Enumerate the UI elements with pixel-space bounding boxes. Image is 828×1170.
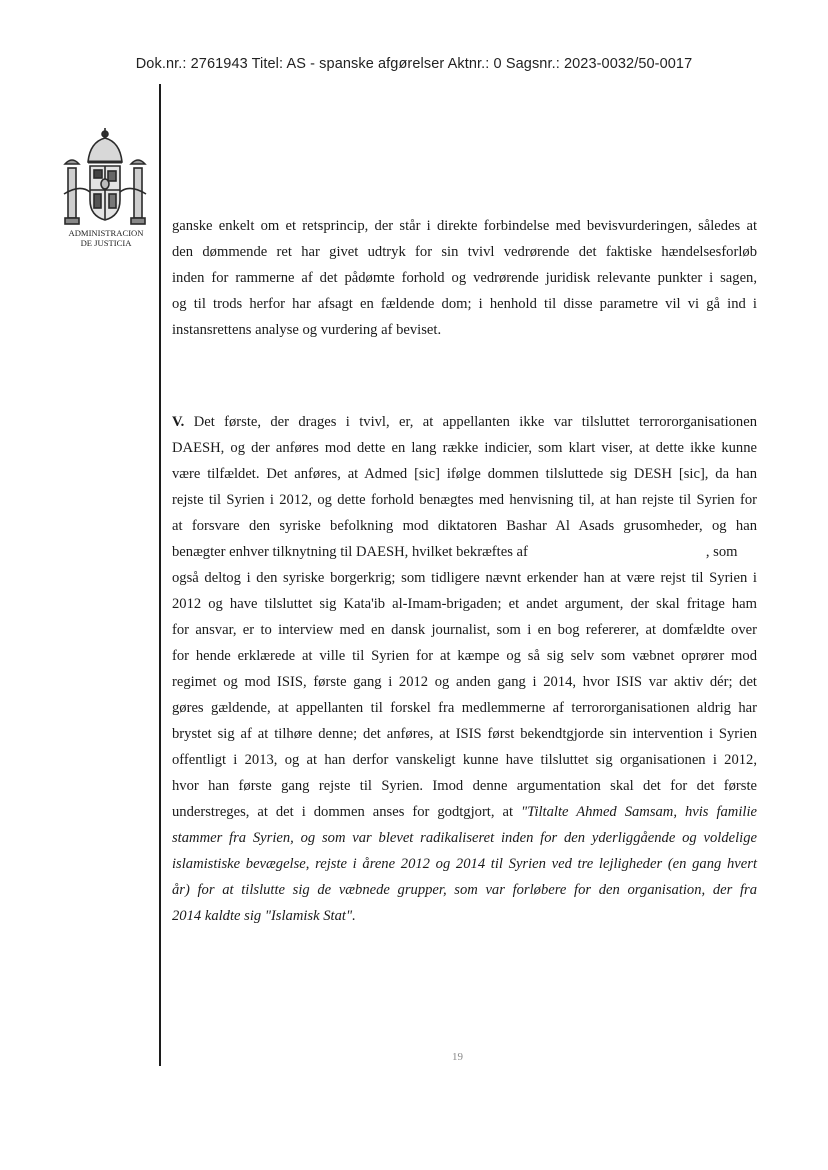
page-number: 19 <box>452 1051 463 1063</box>
quote-run: "Tiltalte Ahmed Samsam, hvis familie <box>521 804 757 820</box>
text-line: og til trods herfor har afsagt en fældende dom; i henhold til disse parametre vil vi gå ind i <box>172 296 757 312</box>
text-run: understreges, at det i dommen anses for godtgjort, at <box>172 804 514 820</box>
org-line-1: ADMINISTRACION <box>68 228 144 238</box>
text-line: også deltog i den syriske borgerkrig; som tidligere nævnt erkender han at være rejst til Syrien i <box>172 570 757 586</box>
text-line: regimet og mod ISIS, første gang i 2012 og anden gang i 2014, hvor ISIS var aktiv dér; det <box>172 674 757 690</box>
organization-name <box>58 228 154 248</box>
text-line: den dømmende ret har givet udtryk for sin tvivl vedrørende det faktiske hændelsesforløb <box>172 244 757 260</box>
text-run: Det første, der drages i tvivl, er, at appellanten ikke var tilsluttet terrororganisationen <box>193 414 758 430</box>
paragraph-continuation <box>172 213 757 343</box>
text-line <box>172 409 757 435</box>
quote-line: stammer fra Syrien, og som var blevet radikaliseret inden for den yderliggående og voldelige <box>172 830 757 846</box>
text-line: for ansvar, er to interview med en dansk journalist, som i en bog refererer, at domfældte over <box>172 622 757 638</box>
text-line: inden for rammerne af det pådømte forhold og vedrørende juridisk relevante punkter i sagen, <box>172 270 757 286</box>
text-line: ganske enkelt om et retsprincip, der står i direkte forbindelse med bevisvurderingen, således at <box>172 218 757 234</box>
quote-line: 2014 kaldte sig "Islamisk Stat". <box>172 908 356 924</box>
paragraph-v <box>172 409 757 929</box>
text-line: 2012 og have tilsluttet sig Kata'ib al-Imam-brigaden; et andet argument, der skal fritage ham <box>172 596 757 612</box>
text-line: brystet sig af at tilhøre denne; det anføres, at ISIS først bekendtgjorde sin intervention i Syrien <box>172 726 757 742</box>
text-line: hvor han første gang rejste til Syrien. Imod denne argumentation skal det for det første <box>172 778 757 794</box>
text-line: rejste til Syrien i 2012, og dette forhold benægtes med henvisning til, at han rejste til Syrien for <box>172 492 757 508</box>
text-line <box>172 799 757 825</box>
quote-line: islamistiske bevægelse, rejste i årene 2012 og 2014 til Syrien ved tre lejligheder (en gang hvert <box>172 856 757 872</box>
org-line-2: DE JUSTICIA <box>80 238 132 248</box>
text-line: for hende erklærede at ville til Syrien for at kæmpe og så sig selv som væbnet oprører mod <box>172 648 757 664</box>
quote-line: år) for at tilslutte sig de væbnede grupper, som var forløbere for den organisation, der fra <box>172 882 757 898</box>
document-header: Dok.nr.: 2761943 Titel: AS - spanske afgørelser Aktnr.: 0 Sagsnr.: 2023-0032/50-0017 <box>135 56 693 72</box>
text-line: gøres gældende, at appellanten til forskel fra medlemmerne af terrororganisationen aldrig har <box>172 700 757 716</box>
section-marker: V. <box>172 414 185 430</box>
text-line: instansrettens analyse og vurdering af beviset. <box>172 322 442 338</box>
text-run: , som <box>705 544 738 560</box>
text-line <box>172 539 757 565</box>
margin-rule <box>159 84 161 1066</box>
text-line: DAESH, og der anføres mod dette en lang række indicier, som klart viser, at dette ikke kunne <box>172 440 757 456</box>
text-line: være tilfældet. Det anføres, at Admed [sic] ifølge dommen tilsluttede sig DESH [sic], da han <box>172 466 757 482</box>
coat-of-arms-icon <box>60 124 150 234</box>
text-line: offentligt i 2013, og at han derfor vanskeligt kunne have tilsluttet sig organisationen i 2012, <box>172 752 757 768</box>
text-line: at forsvare den syriske befolkning mod diktatoren Bashar Al Asads grusomheder, og han <box>172 518 757 534</box>
text-run: benægter enhver tilknytning til DAESH, hvilket bekræftes af <box>172 544 528 560</box>
